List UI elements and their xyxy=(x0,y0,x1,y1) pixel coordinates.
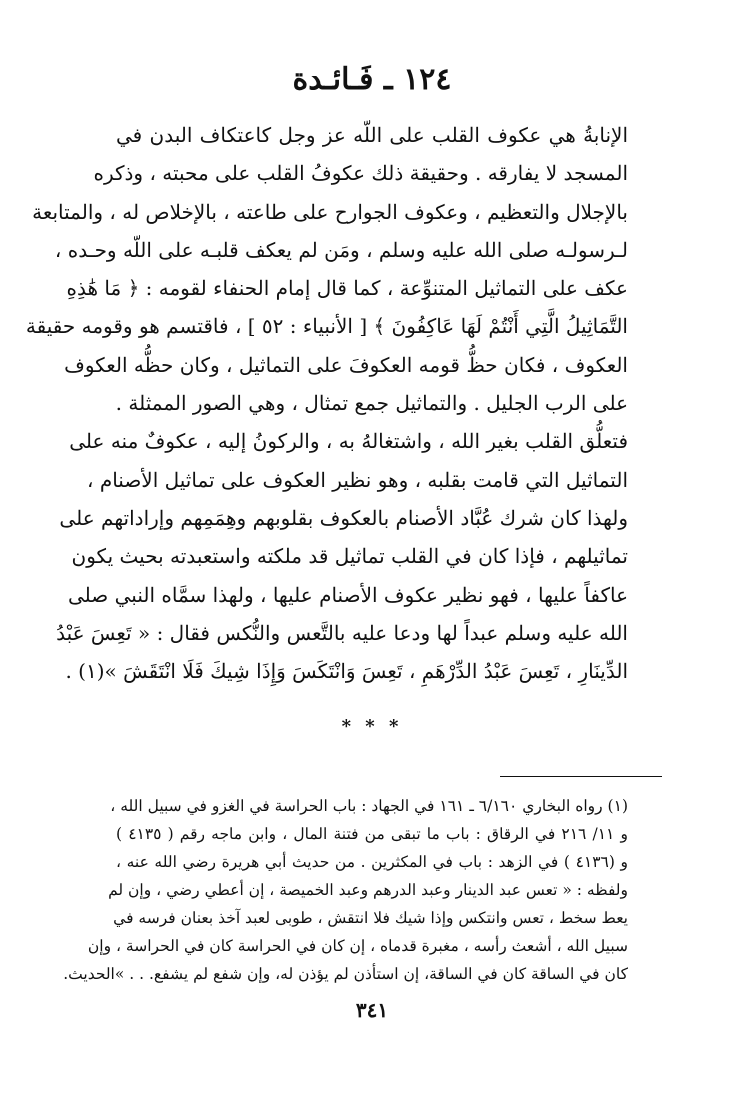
footnote-line: يعط سخط ، تعس وانتكس وإذا شيك فلا انتقش ، طوبى لعبد آخذ بعنان فرسه في xyxy=(113,909,628,927)
text-line: التماثيل التي قامت بقلبه ، وهو نظير العكوف على تماثيل الأصنام ، xyxy=(87,467,628,492)
page-number: ٣٤١ xyxy=(355,998,389,1022)
text-line: بالإجلال والتعظيم ، وعكوف الجوارح على طاعته ، بالإخلاص له ، والمتابعة xyxy=(32,199,628,224)
text-line: عكف على التماثيل المتنوِّعة ، كما قال إمام الحنفاء لقومه : ﴿ مَا هَٰذِهِ xyxy=(66,276,628,301)
footnote-line: و ١١/ ٢١٦ في الرقاق : باب ما تبقى من فتنة المال ، وابن ماجه رقم ( ٤١٣٥ ) xyxy=(116,825,628,843)
text-line: الإنابةُ هي عكوف القلب على اللّه عز وجل كاعتكاف البدن في xyxy=(116,123,628,147)
text-line: على الرب الجليل . والتماثيل جمع تمثال ، وهي الصور الممثلة . xyxy=(115,391,628,416)
text-line: الدِّينَارِ ، تَعِسَ عَبْدُ الدِّرْهَمِ ، تَعِسَ وَانْتَكَسَ وَإِذَا شِيكَ فَلَا انْتَقَشَ »(١) . xyxy=(65,659,628,684)
text-line: تماثيلهم ، فإذا كان في القلب تماثيل قد ملكته واستعبدته بحيث يكون xyxy=(71,544,628,569)
footnote-line: ولفظه : « تعس عبد الدينار وعبد الدرهم وعبد الخميصة ، إن أعطي رضي ، وإن لم xyxy=(108,881,628,899)
footnote-divider xyxy=(500,776,662,777)
text-line: الله عليه وسلم عبداً لها ودعا عليه بالتَّعس والنُّكس فقال : « تَعِسَ عَبْدُ xyxy=(56,620,628,645)
text-line: لـرسولـه صلى الله عليه وسلم ، ومَن لم يعكف قلبـه على اللّه وحـده ، xyxy=(54,237,628,262)
main-text xyxy=(25,116,628,690)
text-line: فتعلُّق القلب بغير الله ، واشتغالهُ به ، والركونُ إليه ، عكوفٌ منه على xyxy=(69,429,628,454)
text-line: عاكفاً عليها ، فهو نظير عكوف الأصنام عليها ، ولهذا سمَّاه النبي صلى xyxy=(68,582,628,607)
section-separator: * * * xyxy=(341,716,403,737)
text-line: المسجد لا يفارقه . وحقيقة ذلك عكوفُ القلب على محبته ، وذكره xyxy=(93,161,628,186)
section-title: ١٢٤ ـ فَـائـدة xyxy=(292,62,452,97)
footnote-line: (١) رواه البخاري ٦/١٦٠ ـ ١٦١ في الجهاد : باب الحراسة في الغزو في سبيل الله ، xyxy=(110,797,628,815)
text-line: ولهذا كان شرك عُبَّاد الأصنام بالعكوف بقلوبهم وهِمَمِهم وإراداتهم على xyxy=(59,505,628,530)
text-line: العكوف ، فكان حظُّ قومه العكوفَ على التماثيل ، وكان حظُّه العكوف xyxy=(64,352,628,377)
text-line: التَّمَاثِيلُ الَّتِي أَنْتُمْ لَهَا عَاكِفُونَ ﴾ [ الأنبياء : ٥٢ ] ، فاقتسم هو وقومه حقيقة xyxy=(25,314,628,339)
footnote-line: و (٤١٣٦ ) في الزهد : باب في المكثرين . من حديث أبي هريرة رضي الله عنه ، xyxy=(116,853,628,871)
footnote xyxy=(63,792,628,988)
footnote-line: كان في الساقة كان في الساقة، إن استأذن لم يؤذن له، وإن شفع لم يشفع. . . »الحديث. xyxy=(63,965,628,983)
footnote-line: سبيل الله ، أشعث رأسه ، مغبرة قدماه ، إن كان في الحراسة كان في الحراسة ، وإن xyxy=(87,937,628,955)
